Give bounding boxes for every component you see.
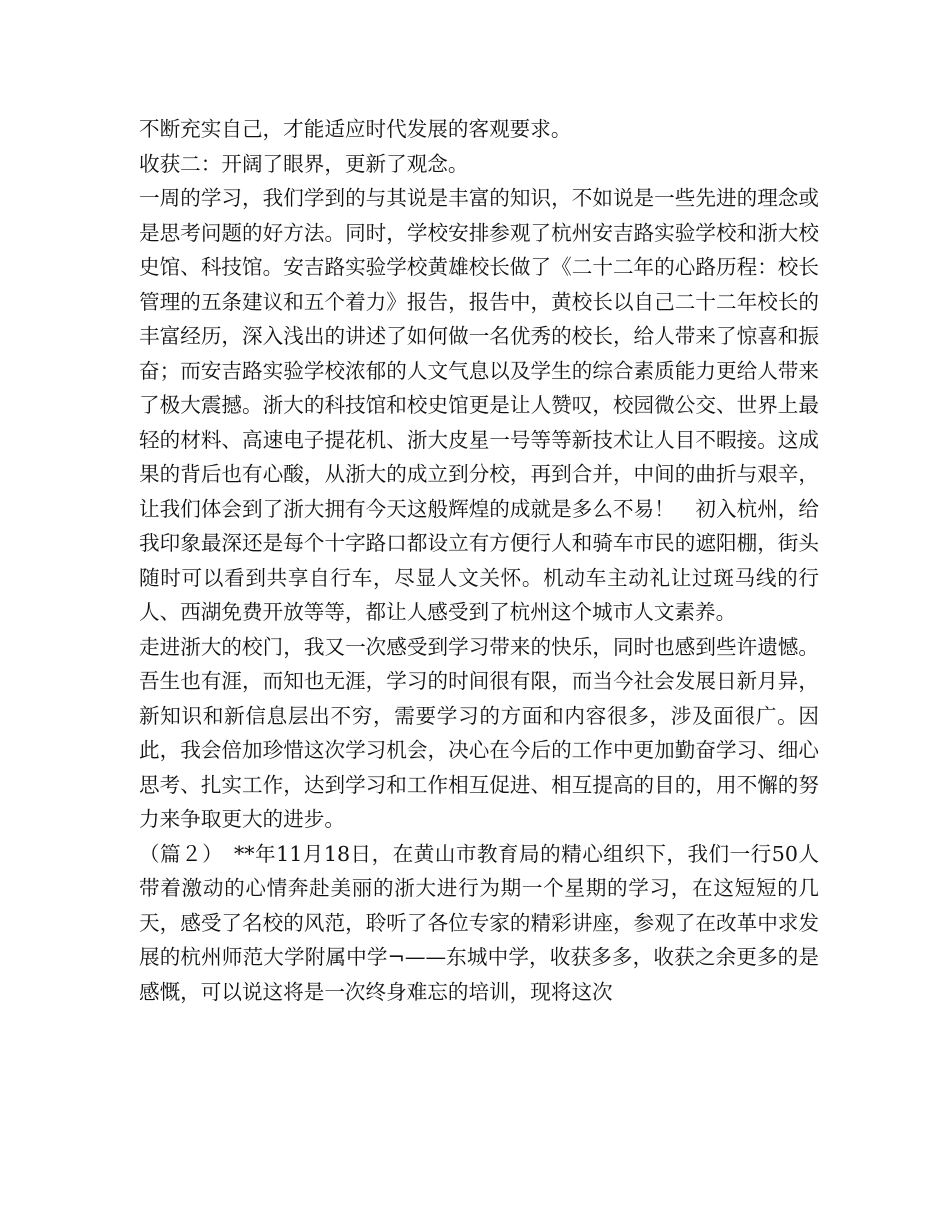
paragraph-2: 收获二：开阔了眼界，更新了观念。 [139,151,469,176]
document-body [139,112,819,1009]
paragraph-5: （篇２） **年11月18日，在黄山市教育局的精心组织下，我们一行50人带着激动的心情奔赴美丽的浙大进行为期一个星期的学习，在这短短的几天，感受了名校的风范，聆听了各位专家的精彩讲座，参观了在改革中求发展的杭州师范大学附属中学¬——东城中学，收获多多，收获之余更多的是感慨，可以说这将是一次终身难忘的培训，现将这次 [139,841,819,1004]
paragraph-1: 不断充实自己，才能适应时代发展的客观要求。 [139,117,572,141]
paragraph-4: 走进浙大的校门，我又一次感受到学习带来的快乐，同时也感到些许遗憾。吾生也有涯，而知也无涯，学习的时间很有限，而当今社会发展日新月异，新知识和新信息层出不穷，需要学习的方面和内容很多，涉及面很广。因此，我会倍加珍惜这次学习机会，决心在今后的工作中更加勤奋学习、细心思考、扎实工作，达到学习和工作相互促进、相互提高的目的，用不懈的努力来争取更大的进步。 [139,634,819,831]
paragraph-3: 一周的学习，我们学到的与其说是丰富的知识，不如说是一些先进的理念或是思考问题的好方法。同时，学校安排参观了杭州安吉路实验学校和浙大校史馆、科技馆。安吉路实验学校黄雄校长做了《二十二年的心路历程：校长管理的五条建议和五个着力》报告，报告中，黄校长以自己二十二年校长的丰富经历，深入浅出的讲述了如何做一名优秀的校长，给人带来了惊喜和振奋；而安吉路实验学校浓郁的人文气息以及学生的综合素质能力更给人带来了极大震撼。浙大的科技馆和校史馆更是让人赞叹，校园微公交、世界上最轻的材料、高速电子提花机、浙大皮星一号等等新技术让人目不暇接。这成果的背后也有心酸，从浙大的成立到分校，再到合并，中间的曲折与艰辛，让我们体会到了浙大拥有今天这般辉煌的成就是多么不易！ 初入杭州，给我印象最深还是每个十字路口都设立有方便行人和骑车市民的遮阳棚，街头随时可以看到共享自行车，尽显人文关怀。机动车主动礼让过斑马线的行人、西湖免费开放等等，都让人感受到了杭州这个城市人文素养。 [139,186,819,624]
